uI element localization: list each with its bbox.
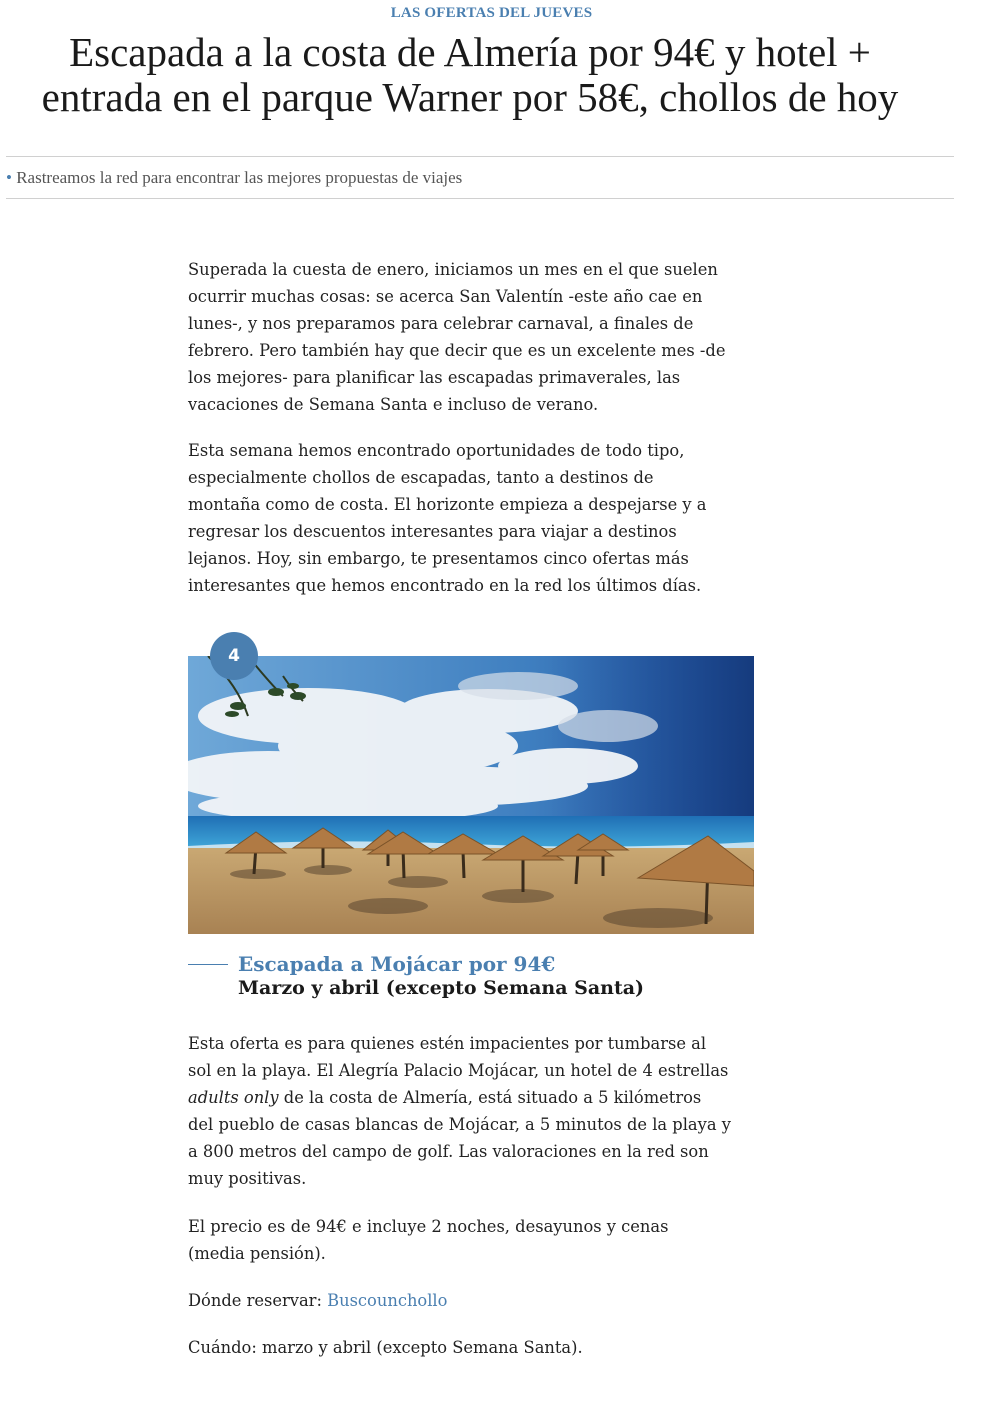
- headline-line-2: entrada en el parque Warner por 58€, chollos de hoy: [41, 74, 899, 120]
- offer-paragraph-2: El precio es de 94€ e incluye 2 noches, desayunos y cenas (media pensión).: [188, 1217, 669, 1263]
- where-label: Dónde reservar:: [188, 1291, 328, 1310]
- offer-subtitle: Marzo y abril (excepto Semana Santa): [238, 977, 645, 999]
- offer-paragraph-1: Esta oferta es para quienes estén impacientes por tumbarse al sol en la playa. El Alegría Palacio Mojácar, un hotel de 4 estrellas adults only de la costa de Almería, está situado a 5 kilómetros del pueblo de casas blancas de Mojácar, a 5 minutos de la playa y a 800 metros del campo de golf. Las valoraciones en la red son muy positivas.: [188, 1034, 731, 1188]
- adults-only-emphasis: adults only: [188, 1088, 279, 1107]
- subtitle-text: Rastreamos la red para encontrar las mejores propuestas de viajes: [16, 168, 463, 187]
- offer-number-badge: 4: [210, 632, 258, 680]
- bullet-icon: •: [6, 168, 12, 187]
- divider-bottom: [6, 198, 954, 199]
- section-accent-line: [188, 964, 228, 965]
- where-to-book: [188, 1287, 768, 1314]
- intro-paragraph-2: Esta semana hemos encontrado oportunidades de todo tipo, especialmente chollos de escapadas, tanto a destinos de montaña como de costa. El horizonte empieza a despejarse y a regresar los descuentos interesantes para viajar a destinos lejanos. Hoy, sin embargo, te presentamos cinco ofertas más interesantes que hemos encontrado en la red los últimos días.: [188, 441, 707, 595]
- intro-paragraph-1: Superada la cuesta de enero, iniciamos un mes en el que suelen ocurrir muchas cosas: se acerca San Valentín -este año cae en lunes-, y nos preparamos para celebrar carnaval, a finales de febrero. Pero también hay que decir que es un excelente mes -de los mejores- para planificar las escapadas primaverales, las vacaciones de Semana Santa e incluso de verano.: [188, 260, 726, 414]
- divider-top: [6, 156, 954, 157]
- headline-line-1: Escapada a la costa de Almería por 94€ y hotel +: [69, 29, 871, 75]
- buscounchollo-link[interactable]: Buscounchollo: [327, 1291, 448, 1310]
- offer-title: Escapada a Mojácar por 94€: [238, 952, 556, 976]
- beach-photo: [188, 656, 754, 934]
- article-headline: [0, 30, 940, 120]
- section-kicker[interactable]: LAS OFERTAS DEL JUEVES: [390, 5, 593, 21]
- article-subtitle: [6, 168, 462, 188]
- when-text: Cuándo: marzo y abril (excepto Semana Santa).: [188, 1338, 583, 1357]
